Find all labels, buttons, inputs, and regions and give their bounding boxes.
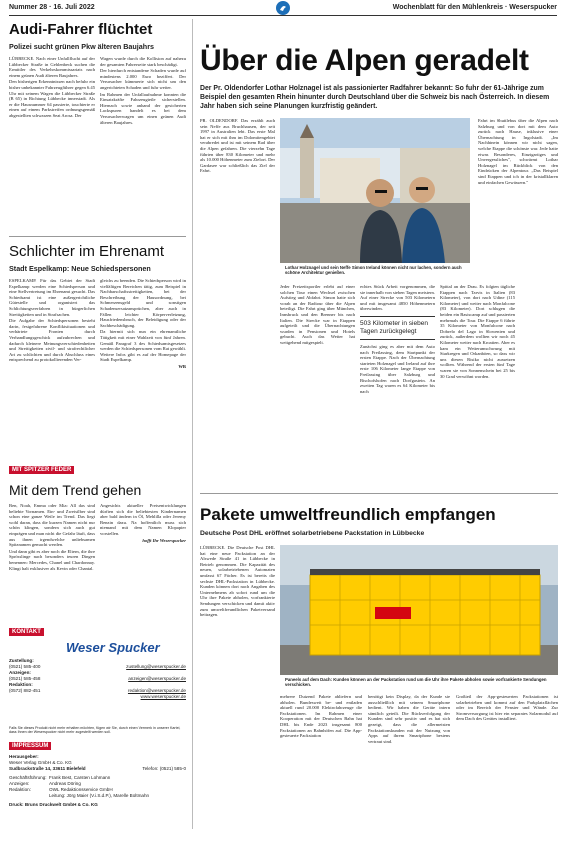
article1-subtitle: Polizei sucht grünen Pkw älteren Baujahrs bbox=[9, 42, 154, 51]
package-col-3: benötigt kein Display, da der Kunde sie ausschließlich mit seinem Smartphone bedient. Wir haben die Geräte intern sämtlich geteilt. Die Rückverfolgung der Kunden sind sehr positiv und es hat sich gezeigt, dass die allermeisten Packstationskunden mit der Nutzung von Apps auf ihrem Smartphone bestens vertraut sind. bbox=[368, 694, 450, 744]
main-col-3: echtes Stück Arbeit vorgenommen, die sie innerhalb von sieben Tagen meistern. Auf einer Strecke von 503 Kilometern und mit insgesamt 4850 Höhenmetern überwinden. 503 Kilometer in sieben Tagen zurückgelegt Zunächst ging es aber mit dem Auto nach Freilassing, dem Startpunkt der ersten Etappe. Nach der Übernachtung starteten Holznagel und Ireland auf ihre erste 106 Kilometer lange Etappe von Freilassing über Salzburg und Bischofshofen nach Dorfgastein. An zweiten Tag waren es 64 Kilometer bis nach bbox=[360, 284, 435, 394]
package-subtitle: Deutsche Post DHL eröffnet solarbetriebene Packstation in Lübbecke bbox=[200, 530, 425, 537]
contact-note: Falls Sie dieses Produkt nicht mehr erhalten möchten, fügen wir Sie, durch einen Vermerk in unserer Kartei, dass Ihnen der Weserspucker nicht mehr zugestellt werden soll. bbox=[9, 726, 181, 735]
package-col-4: Großteil der App-gesteuerten Packstationen ist solarbetrieben und kommt auf den Parkplatzflächen oder im Bereich der Fenster und Wände. Zur Stromversorgung ist hier ein separates Solarmodul auf dem Dach des Gerätes installiert. bbox=[456, 694, 558, 722]
contact-row-2: Anzeigen: (0521) 585-458 anzeigen@weserspucker.de bbox=[9, 670, 186, 681]
publication-line: Wochenblatt für den Mühlenkreis · Weserspucker bbox=[392, 4, 557, 11]
weserspucker-logo: Weser Spucker bbox=[66, 640, 160, 655]
contact-email-link[interactable]: redaktion@weserspucker.de bbox=[127, 688, 186, 693]
article1-col-left: LÜBBECKE. Nach einer Unfallflucht auf der Lübbecker Straße in Gehlenbeck suchen die Ermittler des Verkehrskommissariats nach einem grünen Audi älteren Baujahres. Den bisherigen Erkenntnissen nach befuhr ein bisher unbekannter Fahrzeugführer gegen 6.45 Uhr mit seinem Wagen die Lübbecker Straße (B 65) in Richtung Lübbecke innerstadt. Als er die Hausnummer 64 passierte, touchierte er einen auf einem Parkstreifen ordnungsgemäß abgestellten schwarzen Seat Arosa. Der bbox=[9, 56, 95, 118]
packstation-photo bbox=[280, 545, 558, 675]
contact-tag: KONTAKT bbox=[9, 628, 44, 636]
article2-subtitle: Stadt Espelkamp: Neue Schiedspersonen bbox=[9, 264, 151, 273]
main-lead: Der Pr. Oldendorfer Lothar Holznagel ist als passionierter Radfahrer bekannt: So fuhr der 61-Jährige zum Beispiel den gesamten Rhein hinunter durch Deutschland über die Schweiz bis nach Österreich. In diesem Jahr haben sich seine Planungen kurzfristig geändert. bbox=[200, 85, 550, 110]
package-title: Pakete umweltfreundlich empfangen bbox=[200, 505, 496, 524]
contact-email-link[interactable]: anzeigen@weserspucker.de bbox=[128, 676, 186, 681]
issue-line: Nummer 28 · 16. Juli 2022 bbox=[9, 4, 95, 11]
photo-caption: Lothar Holznagel und sein Neffe Simon Ireland können nicht nur lachen, sondern auch schöne Architektur genießen. bbox=[285, 265, 462, 276]
imprint-tag: IMPRESSUM bbox=[9, 742, 51, 750]
imprint-block: Herausgeber: Weser Verlag GmbH & Co. KG Sudbrackstraße 14, 33611 Bielefeld Telefon: (0521) 585-0 Geschäftsführung: Frank Best, Carsten Lohmann Anzeigen: Andreas Döring Redaktion: OWL Redaktionsservice GmbH Leitung: Jörg Maier (V.i.S.d.P.), Marelle Boltmahn Druck: Bruns Druckwelt GmbH & Co. KG bbox=[9, 754, 186, 807]
package-col-1: LÜBBECKE. Die Deutsche Post DHL hat eine neue Packstation an der Alswede Straße 41 in Lübbecke in Betrieb genommen. Die Kapazität des neuen, solarbetriebenen Automaten umfasst 67 Fächer. Es ist bereits die sechste DHL-Packstation in Lübbecke. Kunden können dort nach Angaben des Unternehmens ab sofort rund um die Uhr ihre Pakete abholen, vorfrankierte Sendungen verschicken und damit aktiv zum umweltfreundlichen Paketversand beitragen. bbox=[200, 545, 275, 618]
logo-icon bbox=[276, 1, 290, 15]
pull-quote: 503 Kilometer in sieben Tagen zurückgelegt bbox=[360, 316, 435, 340]
article2-col-left: ESPELKAMP. Für das Gebiet der Stadt Espelkamp werden eine Schiedsperson und eine Stellvertretung im Ehrenamt gesucht. Das Schiedsamt ist eine außergerichtliche Gütestelle und organisiert das Schlichtungsverfahren in bürgerlichen Streitigkeiten und in Strafsachen. Die Aufgabe der Schiedspersonen besteht darin, festgefahrene Konfliktsituationen und verhärtete Fronten durch Verhandlungsgeschick aufzubrechen und dadurch kleinere Meinungsverschiedenheiten und Streitigkeiten zivil- und strafrechtlicher Art zu schlichten und durch Abschluss eines entsprechend zu protokollierenden Ver- bbox=[9, 278, 95, 363]
alps-photo bbox=[280, 118, 470, 263]
main-title: Über die Alpen geradelt bbox=[200, 44, 529, 77]
article2-col-right: gleichs zu beenden. Die Schiedsperson wird in vielfältigen Bereichen tätig, zum Beispiel in Nachbarschaftsstreitigkeiten, bei der Beschreibung der Hausordnung, bei Schmerzensgeld und sonstigen Schadensersatzansprüchen, aber auch in Fällen leichter Körperverletzung, Hausfriedensbruch, der Beleidigung oder der Sachbeschädigung. Da hiermit sich nun ein ehrenamtliche Tätigkeit mit einer Wahlzeit von fünf Jahren. Gemäß Paragraf 3 des Schiedsamtsgesetzes werden die Schiedspersonen vom Rat gewählt. Weitere Infos gibt es auf der Homepage der Stadt Espelkamp. WB bbox=[100, 278, 186, 369]
article1-col-right: Wagen wurde durch die Kollision auf nahezu der gesamten Fahrerseite stark beschädigt. Der hierdurch entstandene Schaden wurde auf mindestens 2.000 Euro beziffert. Der Verursacher kümmerte sich nicht um den angerichteten Schaden und fuhr weiter. Im Rahmen der Unfallaufnahme konnten die Einsatzkräfte Fahrzeugteile sicherstellen. Hiernach sowie anhand der gesicherten Lackspuren handelt es bei dem Verursacherwagen um einen grünen Audi älteren Baujahres. bbox=[100, 56, 186, 125]
contact-website-link[interactable]: www.weserspucker.de bbox=[140, 694, 186, 699]
main-col-5: Fahrt im Shuttlebus über die Alpen nach Salzburg und von dort mit dem Auto zurück nach Hause, inklusive einer Übernachtung in Ingolstadt. „Im Nachhinein können wir nicht sagen, welche Etappe die schönste war. Jede hatte etwas Besonderes, Einzigartiges und Unvergessliches", schwärmt Lothar Holznagel im Rückblick von den Eindrücken der Alpentour. „Das Beispiel sind Etappen und ich in der kristallklaren und einfachen Gewässern." bbox=[478, 118, 558, 185]
main-col-1: PR. OLDENDORF. Das erzählt auch sein Neffe aus Bruchhausen, der seit 1997 in Australien lebt. Das erste Mal hat er sich mit ihm im Dolomitengebiet verabredet und ist mit seinem Rad über die Alpen gefahren. Die vierzehn Tage führten über 830 Kilometer und mehr als 10.000 Höhenmeter zum Zielort. Der Gardasee war schließlich das Ziel der Fahrt. bbox=[200, 118, 275, 174]
column-col-right: Angesichts aktueller Preisentwicklungen dürften sich die beliebtesten Kindernamen aber bald ändern in Öl, Mehlilla oder Jeremy Benzin dazu. Na hoffentlich muss sich niemand mit dem Namen Klopapier vorstellen. hofft Ihr Weserspucker bbox=[100, 503, 186, 543]
contact-list bbox=[9, 658, 186, 700]
main-col-2: Jeder Freizeitsportler erlebt auf einer solchen Tour einen Wechsel zwischen Aufstieg und Abfahrt. Simon hatte sich vorab an der Radtour über die Alpen beteiligt. Die Fahrt ging über München, Innsbruck und den Brenner bis nach Italien. Die Strecke war in Etappen aufgeteilt und die Übernachtungen wurden in Pensionen und Hotels gebucht. Auch das Wetter hat weitgehend mitgespielt. bbox=[280, 284, 355, 345]
contact-row-1: Zustellung: (0521) 585-400 zustellung@weserspucker.de bbox=[9, 658, 186, 669]
packstation-caption: Paneels auf dem Dach: Kunden können an der Packstation rund um die Uhr ihre Pakete abholen sowie vorfrankierte Sendungen verschicken. bbox=[285, 677, 547, 688]
column-tag: MIT SPITZER FEDER bbox=[9, 466, 74, 474]
main-col-4: Spittal an der Drau. Es folgten tägliche Etappen nach Tarvis in Italien (83 Kilometer), von dort nach Udine (115 Kilometer) und weiter nach Monfalcone (83 Kilometer). Dort schlugen die beiden ein Basiscamp auf und passierten mehrmals die Tour. Die Etappe 6 führte 35 Kilometer von Monfalcone nach Dobrelo del Lago in Slowenien und zurück, außerdem wollten wir noch 45 Kilometer weiter nach Kroatien. Aber es kam ein Wetterumschwung mit Starkregen und Orkanböen, so dass wir uns diesen Risiko nicht aussetzen wollten. Während der ersten fünf Tage waren sie von Sonnenschein bei 25 bis 30 Grad verwöhnt worden. bbox=[440, 284, 515, 379]
column-title: Mit dem Trend gehen bbox=[9, 482, 142, 498]
article2-title: Schlichter im Ehrenamt bbox=[9, 243, 165, 260]
package-col-2: mehrere Dutzend Pakete abliefern und abholen. Bundesweit be- und entladen aktuell rund 20.000 Elektrofahrzeuge die Packstationen. Im Rahmen einer Kooperation mit der Deutschen Bahn hat DHL bis Ende 2023 insgesamt 800 Packstationen an Bahnhöfen auf. Die App-gesteuerte Packstation bbox=[280, 694, 362, 739]
contact-row-3: Redaktion: (0572) 882-451 redaktion@weserspucker.de bbox=[9, 682, 186, 693]
column-col-left: Ben, Noah, Emma oder Mia: All das sind beliebte Vornamen. Ein- und Zweisilber sind schon eine ganze Weile im Trend. Das liegt wohl daran, dass die kurzen Namen nicht nur schön klingen, sondern sich auch gut einprägen und man nicht die Gefahr läuft, dass aus ihnen irgendwelche unliebsamen Spitznamen gemacht werden. Und dann gibt es aber noch die Eltern, die ihre Sprösslinge nach besonders teuren Dingen benennen: Mercedes, Chanel und Chardonnay. Klingt halt exklusiver als Kevin oder Chantal. bbox=[9, 503, 95, 571]
contact-email-link[interactable]: zustellung@weserspucker.de bbox=[126, 664, 186, 669]
article1-title: Audi-Fahrer flüchtet bbox=[9, 21, 153, 38]
